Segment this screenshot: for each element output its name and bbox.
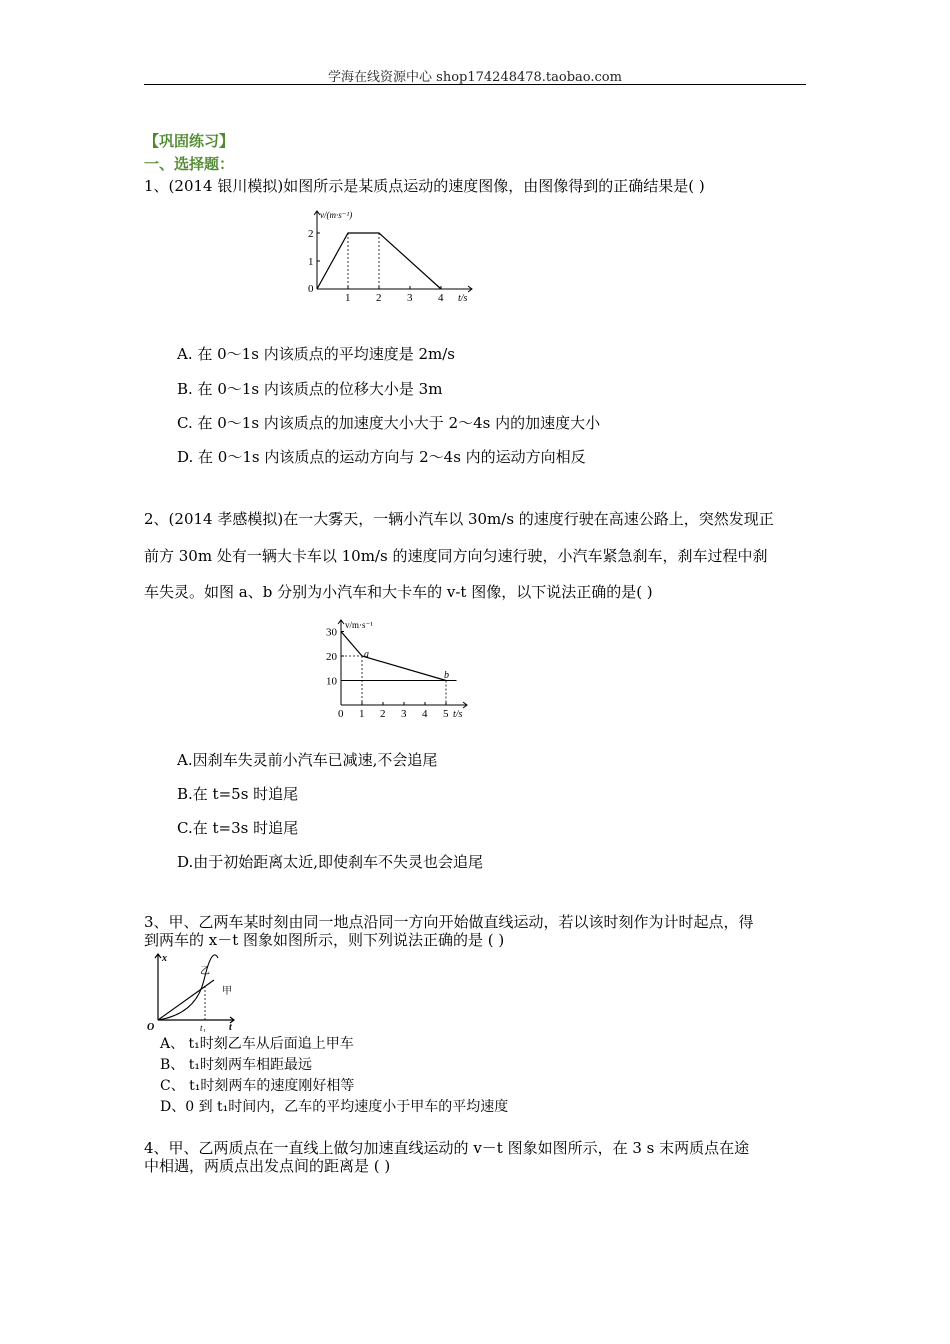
q3-option-c: C、 t₁时刻两车的速度刚好相等 <box>160 1078 355 1094</box>
q2-series-a-label: a <box>364 649 369 660</box>
q2-x-tick-label: 4 <box>422 708 428 720</box>
q2-y-tick-label: 10 <box>326 675 337 688</box>
q3-series-yi-label: 乙 <box>200 966 210 977</box>
q2-x-tick-label: 3 <box>401 708 407 720</box>
q1-y-tick-label: 2 <box>308 228 314 240</box>
q2-series-a-line <box>341 632 446 681</box>
q1-x-tick-label: 1 <box>345 292 351 304</box>
q2-stem-line-3: 车失灵。如图 a、b 分别为小汽车和大卡车的 v-t 图像，以下说法正确的是( ) <box>144 583 653 601</box>
q2-xlabel: t/s <box>453 709 463 720</box>
q2-x-tick-label: 5 <box>443 708 449 720</box>
q1-x-tick-label: 4 <box>438 292 444 304</box>
q1-option-a: A. 在 0～1s 内该质点的平均速度是 2m/s <box>177 345 455 363</box>
q3-xlabel: t <box>229 1022 232 1032</box>
subsection-title: 一、选择题： <box>144 155 235 173</box>
q1-x-tick-label: 0 <box>308 283 314 295</box>
q2-option-b: B.在 t=5s 时追尾 <box>177 785 299 803</box>
q1-y-tick-label: 1 <box>308 256 314 268</box>
q2-option-d: D.由于初始距离太近,即使刹车不失灵也会追尾 <box>177 853 484 871</box>
q3-xt-chart <box>144 952 240 1032</box>
q2-stem-line-2: 前方 30m 处有一辆大卡车以 10m/s 的速度同方向匀速行驶，小汽车紧急刹车，刹车过程中刹 <box>144 547 768 565</box>
q3-t1-label: t₁ <box>200 1023 206 1032</box>
q3-origin-label: O <box>147 1022 155 1032</box>
q1-x-tick-label: 3 <box>407 292 413 304</box>
q4-stem-line-2: 中相遇，两质点出发点间的距离是 ( ) <box>144 1157 391 1175</box>
q3-stem-line-1: 3、甲、乙两车某时刻由同一地点沿同一方向开始做直线运动，若以该时刻作为计时起点，得 <box>144 913 754 931</box>
q3-series-yi-curve <box>158 955 218 1020</box>
q2-axes <box>338 620 467 708</box>
q1-vt-chart <box>300 205 480 305</box>
q2-x-tick-label: 2 <box>380 708 386 720</box>
q4-stem-line-1: 4、甲、乙两质点在一直线上做匀加速直线运动的 v－t 图象如图所示，在 3 s 末两质点在途 <box>144 1139 750 1157</box>
q2-option-c: C.在 t=3s 时追尾 <box>177 819 299 837</box>
q1-stem: 1、(2014 银川模拟)如图所示是某质点运动的速度图像，由图像得到的正确结果是( ) <box>144 177 705 195</box>
q2-vt-chart <box>322 615 472 723</box>
q2-y-tick-label: 30 <box>326 626 337 639</box>
q3-option-d: D、0 到 t₁时间内，乙车的平均速度小于甲车的平均速度 <box>160 1099 509 1115</box>
q3-series-jia-label: 甲 <box>222 986 232 997</box>
q1-x-tick-label: 2 <box>376 292 382 304</box>
q3-ylabel: x <box>162 953 167 964</box>
q1-ylabel: v/(m·s⁻¹) <box>320 210 353 220</box>
q2-x-tick-label: 0 <box>338 708 344 720</box>
q2-y-tick-label: 20 <box>326 651 337 663</box>
q1-option-c: C. 在 0～1s 内该质点的加速度大小大于 2～4s 内的加速度大小 <box>177 414 601 432</box>
q2-stem-line-1: 2、(2014 孝感模拟)在一大雾天，一辆小汽车以 30m/s 的速度行驶在高速公路上，突然发现正 <box>144 510 774 528</box>
section-title: 【巩固练习】 <box>144 132 235 150</box>
q3-stem-line-2: 到两车的 x－t 图象如图所示，则下列说法正确的是 ( ) <box>144 931 505 949</box>
q3-option-b: B、 t₁时刻两车相距最远 <box>160 1057 312 1073</box>
q3-option-a: A、 t₁时刻乙车从后面追上甲车 <box>160 1036 354 1052</box>
header-rule <box>144 84 806 85</box>
q1-option-b: B. 在 0～1s 内该质点的位移大小是 3m <box>177 380 443 398</box>
q2-series-b-label: b <box>444 670 449 681</box>
q1-option-d: D. 在 0～1s 内该质点的运动方向与 2～4s 内的运动方向相反 <box>177 448 586 466</box>
q2-x-tick-label: 1 <box>359 708 365 720</box>
q2-ylabel: v/m·s⁻¹ <box>345 620 373 630</box>
q1-xlabel: t/s <box>458 293 468 304</box>
q3-series-jia-line <box>158 980 214 1020</box>
q2-option-a: A.因刹车失灵前小汽车已减速,不会追尾 <box>177 751 438 769</box>
page-header: 学海在线资源中心 shop174248478.taobao.com <box>328 70 622 85</box>
